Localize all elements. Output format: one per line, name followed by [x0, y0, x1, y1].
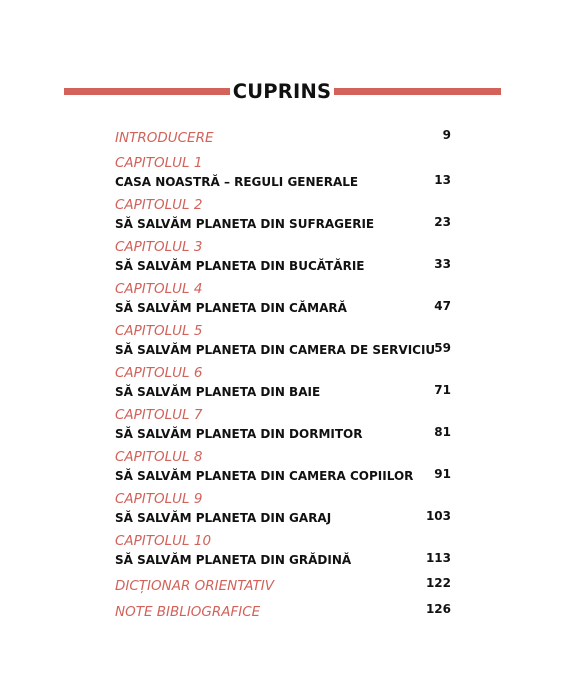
page-number: 103	[425, 509, 451, 523]
toc-row	[115, 171, 451, 189]
chapter-title: SĂ SALVĂM PLANETA DIN CAMERA COPIILOR	[115, 469, 414, 483]
page-number: 126	[425, 602, 451, 616]
toc-header	[0, 77, 565, 107]
toc-row	[115, 255, 451, 273]
toc-row	[115, 213, 451, 231]
toc-row	[115, 339, 451, 357]
toc-entry[interactable]	[115, 491, 451, 525]
chapter-title: SĂ SALVĂM PLANETA DIN DORMITOR	[115, 427, 363, 441]
page-number: 13	[434, 173, 451, 187]
toc-entry[interactable]	[115, 449, 451, 483]
section-label: NOTE BIBLIOGRAFICE	[115, 604, 261, 620]
toc-entry[interactable]	[115, 365, 451, 399]
toc-entry[interactable]	[115, 601, 451, 620]
chapter-label: CAPITOLUL 5	[115, 323, 203, 339]
header-rule-right	[334, 88, 501, 95]
toc-entry[interactable]	[115, 407, 451, 441]
page-number: 71	[434, 383, 451, 397]
page-title: CUPRINS	[232, 80, 332, 103]
toc-row	[115, 127, 451, 146]
toc-row	[115, 601, 451, 620]
chapter-title: SĂ SALVĂM PLANETA DIN BAIE	[115, 385, 321, 399]
toc-entry[interactable]	[115, 127, 451, 146]
toc-row	[115, 423, 451, 441]
toc-row	[115, 297, 451, 315]
chapter-label: CAPITOLUL 6	[115, 365, 203, 381]
chapter-title: SĂ SALVĂM PLANETA DIN CAMERA DE SERVICIU	[115, 343, 436, 357]
chapter-label: CAPITOLUL 8	[115, 449, 203, 465]
toc-row	[115, 381, 451, 399]
chapter-label: CAPITOLUL 3	[115, 239, 203, 255]
page-number: 59	[434, 341, 451, 355]
section-label: INTRODUCERE	[115, 130, 214, 146]
page-number: 91	[434, 467, 451, 481]
toc-row	[115, 465, 451, 483]
chapter-title: SĂ SALVĂM PLANETA DIN BUCĂTĂRIE	[115, 259, 365, 273]
chapter-label: CAPITOLUL 4	[115, 281, 203, 297]
toc-row	[115, 507, 451, 525]
toc-entry[interactable]	[115, 197, 451, 231]
page-number: 9	[442, 128, 451, 142]
page-number: 33	[434, 257, 451, 271]
toc-entry[interactable]	[115, 155, 451, 189]
chapter-label: CAPITOLUL 9	[115, 491, 203, 507]
chapter-title: SĂ SALVĂM PLANETA DIN GARAJ	[115, 511, 332, 525]
toc-entry[interactable]	[115, 533, 451, 567]
chapter-title: SĂ SALVĂM PLANETA DIN SUFRAGERIE	[115, 217, 375, 231]
chapter-label: CAPITOLUL 1	[115, 155, 203, 171]
page-number: 113	[425, 551, 451, 565]
toc-entry[interactable]	[115, 281, 451, 315]
toc-entry[interactable]	[115, 323, 451, 357]
toc-entry[interactable]	[115, 239, 451, 273]
header-rule-left	[64, 88, 230, 95]
chapter-title: SĂ SALVĂM PLANETA DIN GRĂDINĂ	[115, 553, 352, 567]
chapter-title: SĂ SALVĂM PLANETA DIN CĂMARĂ	[115, 301, 347, 315]
toc-entry[interactable]	[115, 575, 451, 594]
page-number: 23	[434, 215, 451, 229]
section-label: DICȚIONAR ORIENTATIV	[115, 578, 275, 594]
chapter-label: CAPITOLUL 7	[115, 407, 203, 423]
chapter-label: CAPITOLUL 10	[115, 533, 212, 549]
chapter-title: CASA NOASTRĂ – REGULI GENERALE	[115, 175, 359, 189]
toc-row	[115, 549, 451, 567]
page-number: 122	[425, 576, 451, 590]
chapter-label: CAPITOLUL 2	[115, 197, 203, 213]
page-number: 47	[434, 299, 451, 313]
page-number: 81	[434, 425, 451, 439]
toc-row	[115, 575, 451, 594]
